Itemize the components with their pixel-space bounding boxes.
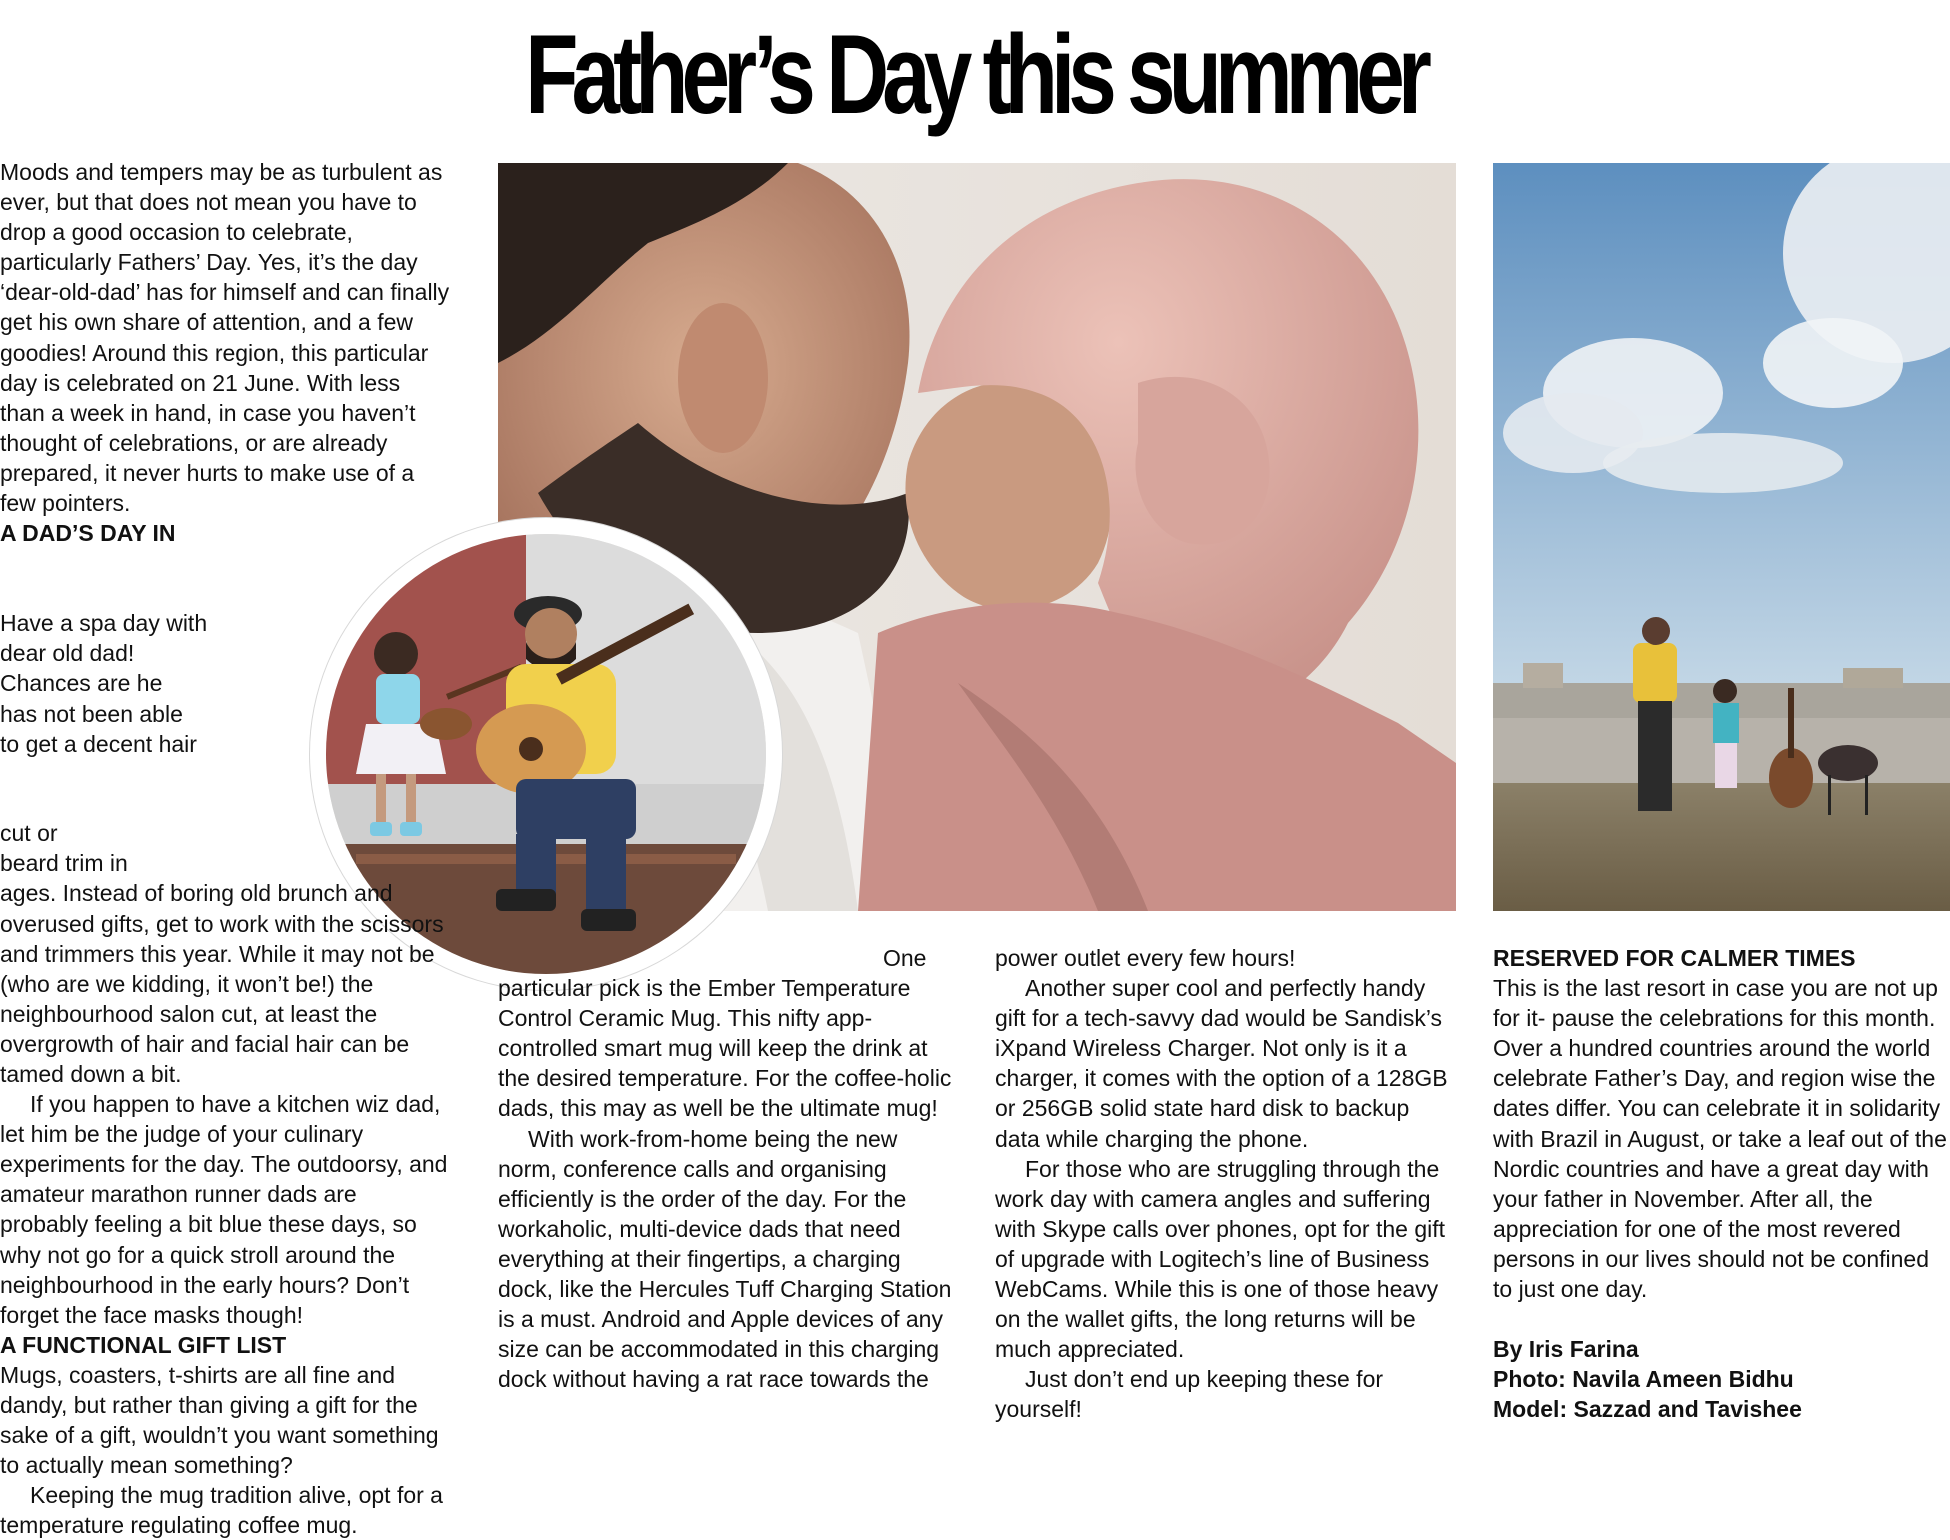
article-column-3 bbox=[995, 943, 1455, 1425]
intro-paragraph: Moods and tempers may be as turbulent as ever, but that does not mean you have to drop a good occasion to celebrate, particularly Fathers’ Day. Yes, it’s the day ‘dear-old-dad’ has for himself and can finally get his own share of attention, and a few goodies! Around this region, this particular day is celebrated on 21 June. With less than a week in hand, in case you haven’t thought of celebrations, or are already prepared, it never hurts to make use of a few pointers. bbox=[0, 159, 450, 517]
webcam-paragraph: For those who are struggling through the work day with camera angles and suffering with Skype calls over phones, opt for the gift of upgrade with Logitech’s line of Business WebCams. While this is one of those heavy on the wallet gifts, the long returns will be much appreciated. bbox=[995, 1155, 1446, 1363]
article-column-4 bbox=[1493, 943, 1950, 1424]
kitchen-dad-paragraph: If you happen to have a kitchen wiz dad, let him be the judge of your culinary experiments for the day. The outdoorsy, and amateur marathon runner dads are probably feeling a bit blue these days, so why not go for a quick stroll around the neighbourhood in the early hours? Don’t forget the face masks though! bbox=[0, 1091, 448, 1328]
calmer-times-paragraph: This is the last resort in case you are not up for it- pause the celebrations for this month. Over a hundred countries around the world celebrate Father’s Day, and region wise the dates differ. You can celebrate it in solidarity with Brazil in August, or take a leaf out of the Nordic countries and have a great day with your father in November. After all, the appreciation for one of the most revered persons in our lives should not be confined to just one day. bbox=[1493, 975, 1947, 1303]
subhead-functional-gift-list: A FUNCTIONAL GIFT LIST bbox=[0, 1331, 287, 1358]
credits-block bbox=[1493, 1334, 1950, 1424]
model-credit: Model: Sazzad and Tavishee bbox=[1493, 1396, 1802, 1423]
photo-credit: Photo: Navila Ameen Bidhu bbox=[1493, 1366, 1794, 1393]
mug-tradition-paragraph: Keeping the mug tradition alive, opt for a temperature regulating coffee mug. bbox=[0, 1482, 443, 1539]
subhead-dads-day-in: A DAD’S DAY IN bbox=[0, 520, 176, 547]
ember-mug-paragraph: One particular pick is the Ember Temperature Control Ceramic Mug. This nifty app-controlled smart mug will keep the drink at the desired temperature. For the coffee-holic dads, this may as well be the ultimate mug! bbox=[498, 945, 952, 1122]
author-credit: By Iris Farina bbox=[1493, 1336, 1639, 1363]
gift-list-paragraph: Mugs, coasters, t-shirts are all fine and dandy, but rather than giving a gift for the sake of a gift, wouldn’t you want something to actually mean something? bbox=[0, 1361, 439, 1479]
charging-dock-paragraph: With work-from-home being the new norm, conference calls and organising efficiently is the order of the day. For the workaholic, multi-device dads that need everything at their fingertips, a charging dock, like the Hercules Tuff Charging Station is a must. Android and Apple devices of any size can be accommodated in this charging dock without having a rat race towards the bbox=[498, 1125, 952, 1393]
article-column-2 bbox=[498, 943, 960, 1394]
subhead-reserved-calmer-times: RESERVED FOR CALMER TIMES bbox=[1493, 945, 1856, 971]
headline: Father’s Day this summer bbox=[525, 12, 1425, 137]
rooftop-photo bbox=[1493, 163, 1950, 911]
wireless-charger-paragraph: Another super cool and perfectly handy gift for a tech-savvy dad would be Sandisk’s iXpand Wireless Charger. Not only is it a charger, it comes with the option of a 128GB or 256GB solid state hard disk to backup data while charging the phone. bbox=[995, 975, 1448, 1152]
article-column-1 bbox=[0, 157, 450, 1540]
spa-day-paragraph: Have a spa day with dear old dad! Chances are he has not been able to get a decent hair cut or beard trim in ages. Instead of boring old brunch and overused gifts, get to work with the scissors and trimmers this year. While it may not be (who are we kidding, it won’t be!) the neighbourhood salon cut, at least the overgrowth of hair and facial hair can be tamed down a bit. bbox=[0, 610, 444, 1087]
closing-paragraph: Just don’t end up keeping these for yourself! bbox=[995, 1366, 1384, 1423]
power-outlet-paragraph: power outlet every few hours! bbox=[995, 945, 1296, 971]
side-photo bbox=[1493, 163, 1950, 911]
